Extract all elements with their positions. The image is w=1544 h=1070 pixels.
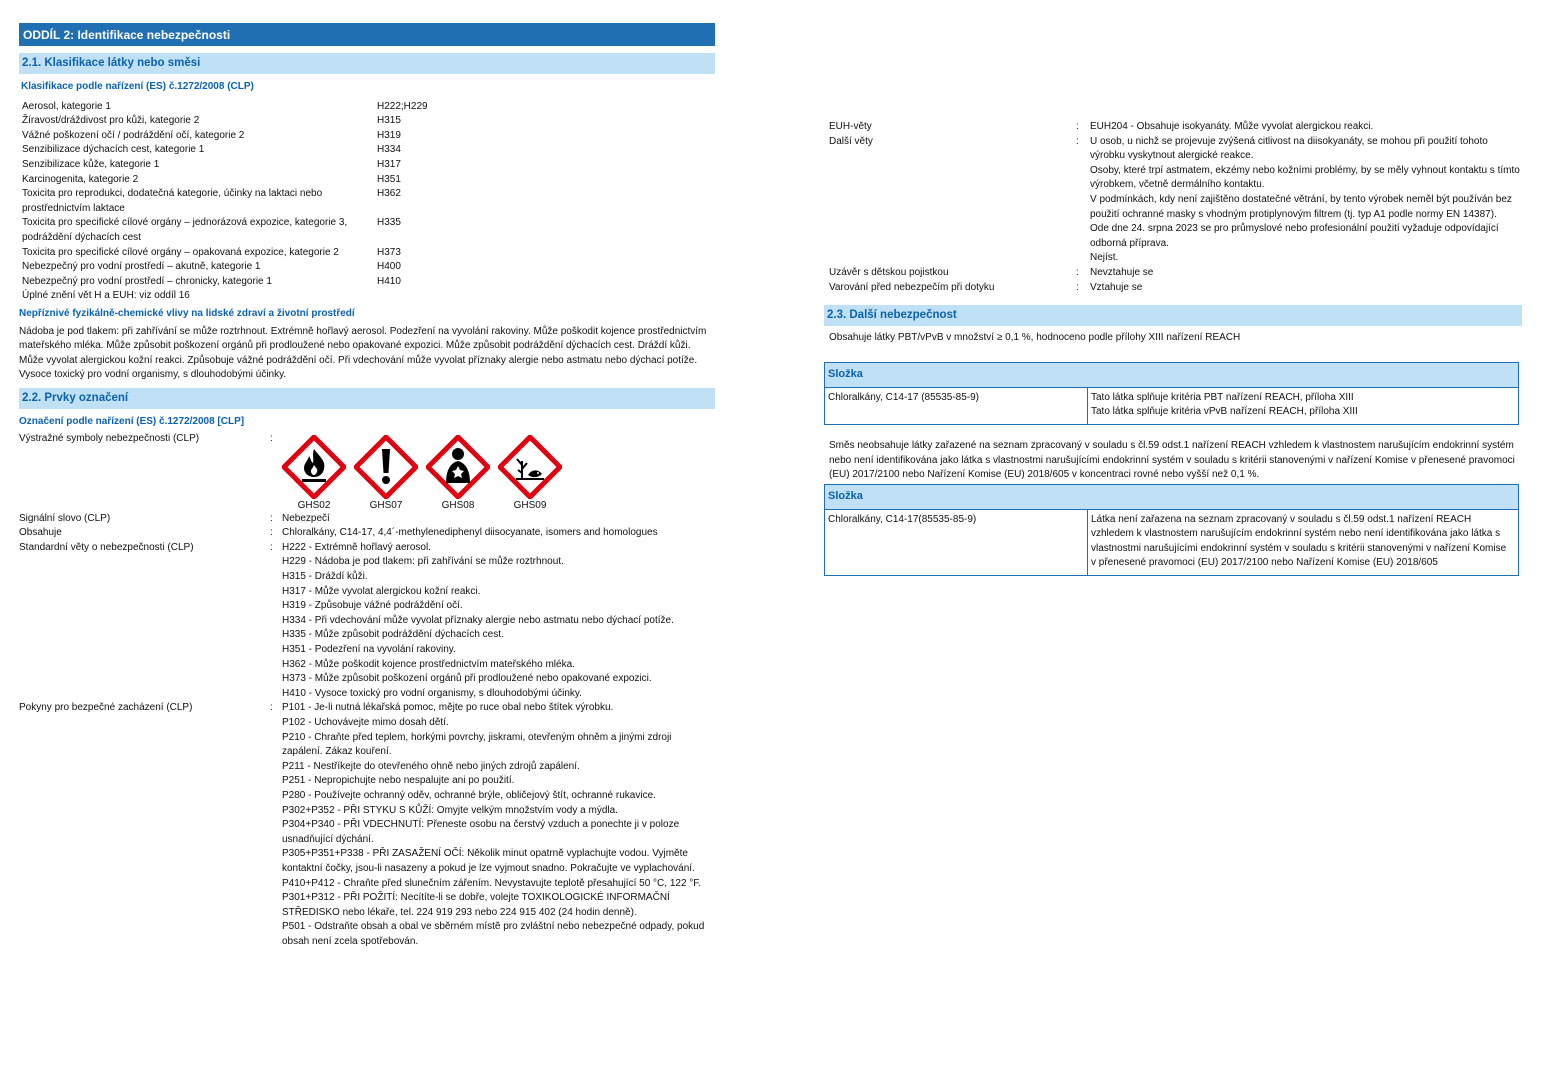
- hazard-code: H351: [377, 173, 401, 185]
- pictogram-ghs07: [354, 435, 418, 514]
- adverse-effects-text: Nádoba je pod tlakem: při zahřívání se může roztrhnout. Extrémně hořlavý aerosol. Podezření na vyvolání rakoviny. Může poškodit kojence prostřednictvím mateřského mléka. Může způsobit poškození orgánů při prodloužené nebo opakované expozici. Může způsobit podráždění dýchacích cest. Dráždí kůži. Může vyvolat alergickou kožní reakci. Způsobuje vážné podráždění očí. Při vdechování může vyvolat příznaky alergie nebo astmatu nebo dýchací potíže. Vysoce toxický pro vodní organismy, s dlouhodobými účinky.: [19, 325, 707, 381]
- pictograms-row: Výstražné symboly nebezpečnosti (CLP) :: [19, 432, 715, 447]
- hazard-class: Nebezpečný pro vodní prostředí – chronicky, kategorie 1: [22, 275, 272, 287]
- classification-row: [19, 143, 715, 158]
- classification-row: [19, 158, 715, 173]
- exclamation-icon: [354, 435, 418, 499]
- pictograms: [282, 435, 715, 514]
- other-phrases-row: Další věty : U osob, u nichž se projevuje zvýšená citlivost na diisokyanáty, se mohou při použití tohoto výrobku vyskytnout alergické reakce. Osoby, které trpí astmatem, ekzémy nebo kožními problémy, by se měly vyhnout kontaktu s tímto výrobkem, včetně dermálního kontaktu. V podmínkách, kdy není zajištěno dostatečné větrání, by tento výrobek neměl být používán bez použití ochranné masky s vhodným protiplynovým filtrem (tj. typ A1 podle normy EN 14387). Ode dne 24. srpna 2023 se pro průmyslové nebo profesionální použití vyžaduje odpovídající odborná příprava. Nejíst.: [824, 135, 1522, 266]
- labelling-heading: Označení podle nařízení (ES) č.1272/2008 [CLP]: [19, 415, 245, 427]
- precautionary-statement: P210 - Chraňte před teplem, horkými povrchy, jiskrami, otevřeným ohněm a jinými zdroji zapálení. Zákaz kouření.: [282, 731, 672, 758]
- hazard-code: H400: [377, 261, 401, 273]
- signal-word-value: Nebezpečí: [282, 512, 330, 524]
- hazard-statement: H229 - Nádoba je pod tlakem: při zahřívání se může roztrhnout.: [282, 556, 564, 568]
- classification-row: [19, 275, 715, 290]
- euh-label: EUH-věty: [829, 121, 872, 132]
- hazard-statement: H351 - Podezření na vyvolání rakoviny.: [282, 644, 456, 655]
- subsection-2-1-title: 2.1. Klasifikace látky nebo směsi: [19, 53, 715, 74]
- hazard-statement: H222 - Extrémně hořlavý aerosol.: [282, 541, 431, 553]
- classification-row: [19, 100, 715, 115]
- hazard-code: H222;H229: [377, 100, 428, 112]
- hazard-statement: H317 - Může vyvolat alergickou kožní reakci.: [282, 585, 481, 597]
- pictogram-ghs02: [282, 435, 346, 514]
- hazard-class: Toxicita pro specifické cílové orgány – opakovaná expozice, kategorie 2: [22, 246, 339, 258]
- other-phrase: Nejíst.: [1090, 252, 1119, 264]
- hazard-class: Toxicita pro reprodukci, dodatečná kategorie, účinky na laktaci nebo prostřednictvím laktace: [22, 188, 323, 214]
- clp-classification-heading: Klasifikace podle nařízení (ES) č.1272/2008 (CLP): [21, 81, 254, 92]
- classification-row: [19, 216, 715, 245]
- subsection-2-2-title: 2.2. Prvky označení: [19, 388, 715, 409]
- classification-table: [19, 100, 715, 290]
- precautionary-statement: P302+P352 - PŘI STYKU S KŮŽÍ: Omyjte velkým množstvím vody a mýdla.: [282, 804, 618, 816]
- contains-row: Obsahuje : Chloralkány, C14-17, 4,4´-methylenediphenyl diisocyanate, isomers and homologues: [19, 526, 715, 541]
- pictogram-code: GHS02: [297, 500, 331, 512]
- hazard-statements-list: [282, 541, 715, 702]
- pictogram-code: GHS09: [513, 500, 547, 512]
- pictogram-code: GHS08: [441, 500, 475, 512]
- precautionary-statement: P305+P351+P338 - PŘI ZASAŽENÍ OČÍ: Několik minut opatrně vyplachujte vodou. Vyjměte kontaktní čočky, jsou-li nasazeny a pokud je lze vyjmout snadno. Pokračujte ve vyplachování.: [282, 848, 695, 874]
- component-criteria: [1088, 387, 1519, 424]
- criteria-line: Tato látka splňuje kritéria PBT nařízení REACH, příloha XIII: [1091, 391, 1354, 403]
- hazard-statement: H319 - Způsobuje vážné podráždění očí.: [282, 600, 463, 612]
- hazard-statement: H334 - Při vdechování může vyvolat příznaky alergie nebo astmatu nebo dýchací potíže.: [282, 614, 674, 626]
- hazard-class: Karcinogenita, kategorie 2: [22, 173, 139, 185]
- subsection-2-3-title: 2.3. Další nebezpečnost: [824, 305, 1522, 326]
- hazard-class: Toxicita pro specifické cílové orgány – jednorázová expozice, kategorie 3, podráždění dýchacích cest: [22, 217, 348, 243]
- other-phrase: U osob, u nichž se projevuje zvýšená citlivost na diisokyanáty, se mohou při použití tohoto výrobku vyskytnout alergické reakce.: [1090, 135, 1488, 162]
- hazard-class: Senzibilizace dýchacích cest, kategorie 1: [22, 144, 205, 156]
- classification-row: [19, 129, 715, 144]
- contains-value: Chloralkány, C14-17, 4,4´-methylenediphenyl diisocyanate, isomers and homologues: [282, 527, 658, 539]
- classification-row: [19, 114, 715, 129]
- health-hazard-icon: [426, 435, 490, 499]
- precautionary-statement: P102 - Uchovávejte mimo dosah dětí.: [282, 716, 449, 728]
- signal-word-label: Signální slovo (CLP): [19, 512, 111, 524]
- hazard-code: H362: [377, 188, 401, 200]
- component-table-header: Složka: [825, 362, 1519, 387]
- precautionary-statements-row: Pokyny pro bezpečné zacházení (CLP) : P101 - Je-li nutná lékařská pomoc, mějte po ruce obal nebo štítek výrobku. P102 - Uchovávejte mimo dosah dětí. P210 - Chraňte před teplem, horkými povrchy, jiskrami, otevřeným ohněm a jinými zdroji zapálení. Zákaz kouření. P211 - Nestříkejte do otevřeného ohně nebo jiných zdrojů zapálení. P251 - Nepropichujte nebo nespalujte ani po použití. P280 - Používejte ochranný oděv, ochranné brýle, obličejový štít, ochranné rukavice. P302+P352 - PŘI STYKU S KŮŽÍ: Omyjte velkým množstvím vody a mýdla. P304+P340 - PŘI VDECHNUTÍ: Přeneste osobu na čerstvý vzduch a ponechte ji v poloze usnadňující dýchání. P305+P351+P338 - PŘI ZASAŽENÍ OČÍ: Několik minut opatrně vyplachujte vodou. Vyjměte kontaktní čočky, jsou-li nasazeny a pokud je lze vyjmout snadno. Pokračujte ve vyplachování. P410+P412 - Chraňte před slunečním zářením. Nevystavujte teplotě přesahující 50 °C, 122 °F. P301+P312 - PŘI POŽITÍ: Necítíte-li se dobře, volejte TOXIKOLOGICKÉ INFORMAČNÍ STŘEDISKO nebo lékaře, tel. 224 919 293 nebo 224 915 402 (24 hodin denně). P501 - Odstraňte obsah a obal ve sběrném místě pro zvláštní nebo nebezpečné odpady, pokud obsah není zcela spotřebován.: [19, 701, 715, 949]
- pictogram-ghs09: [498, 435, 562, 514]
- precautionary-statement: P251 - Nepropichujte nebo nespalujte ani po použití.: [282, 775, 515, 787]
- hazard-statements-row: Standardní věty o nebezpečnosti (CLP) : H222 - Extrémně hořlavý aerosol. H229 - Nádoba je pod tlakem: při zahřívání se může roztrhnout. H315 - Dráždí kůži. H317 - Může vyvolat alergickou kožní reakci. H319 - Způsobuje vážné podráždění očí. H334 - Při vdechování může vyvolat příznaky alergie nebo astmatu nebo dýchací potíže. H335 - Může způsobit podráždění dýchacích cest. H351 - Podezření na vyvolání rakoviny. H362 - Může poškodit kojence prostřednictvím mateřského mléka. H373 - Může způsobit poškození orgánů při prodloužené nebo opakované expozici. H410 - Vysoce toxický pro vodní organismy, s dlouhodobými účinky.: [19, 541, 715, 702]
- precautionary-statement: P304+P340 - PŘI VDECHNUTÍ: Přeneste osobu na čerstvý vzduch a ponechte ji v poloze usnadňující dýchání.: [282, 819, 680, 845]
- hazard-statements-label: Standardní věty o nebezpečnosti (CLP): [19, 541, 194, 553]
- precautionary-statements-list: [282, 701, 715, 949]
- hazard-code: H317: [377, 158, 401, 170]
- contains-label: Obsahuje: [19, 527, 62, 539]
- adverse-effects-heading: Nepříznivé fyzikálně-chemické vlivy na lidské zdraví a životní prostředí: [19, 307, 355, 319]
- precautionary-statement: P301+P312 - PŘI POŽITÍ: Necítíte-li se dobře, volejte TOXIKOLOGICKÉ INFORMAČNÍ STŘEDISKO nebo lékaře, tel. 224 919 293 nebo 224 915 402 (24 hodin denně).: [282, 892, 670, 918]
- endocrine-text: Směs neobsahuje látky zařazené na seznam zpracovaný v souladu s čl.59 odst.1 nařízení REACH vzhledem k vlastnostem narušujícím endokrinní systém nebo není identifikována jako látka s vlastnostmi narušujícími endokrinní systém v souladu s kritérii stanovenými v nařízení Komise v přenesené pravomoci (EU) 2017/2100 nebo Nařízení Komise (EU) 2018/605 v koncentraci rovné nebo vyšší než 0,1 %.: [829, 439, 1515, 481]
- full-text-note: Úplné znění vět H a EUH: viz oddíl 16: [22, 290, 190, 302]
- hazard-statement: H410 - Vysoce toxický pro vodní organismy, s dlouhodobými účinky.: [282, 687, 582, 699]
- pictogram-ghs08: [426, 435, 490, 514]
- hazard-statement: H315 - Dráždí kůži.: [282, 571, 368, 583]
- hazard-class: Vážné poškození očí / podráždění očí, kategorie 2: [22, 129, 245, 141]
- hazard-class: Žíravost/dráždivost pro kůži, kategorie 2: [22, 115, 200, 127]
- other-phrase: Ode dne 24. srpna 2023 se pro průmyslové nebo profesionální použití vyžaduje odpovídající odborná příprava.: [1090, 223, 1499, 249]
- tactile-warning-value: Vztahuje se: [1090, 281, 1143, 293]
- precautionary-statement: P101 - Je-li nutná lékařská pomoc, mějte po ruce obal nebo štítek výrobku.: [282, 702, 614, 714]
- component-name: Chloralkány, C14-17 (85535-85-9): [825, 387, 1088, 424]
- criteria-line: Tato látka splňuje kritéria vPvB nařízení REACH, příloha XIII: [1091, 406, 1358, 418]
- child-closure-row: Uzávěr s dětskou pojistkou : Nevztahuje se: [824, 266, 1522, 281]
- hazard-code: H410: [377, 275, 401, 287]
- euh-value: EUH204 - Obsahuje isokyanáty. Může vyvolat alergickou reakci.: [1090, 121, 1374, 132]
- hazard-statement: H335 - Může způsobit podráždění dýchacích cest.: [282, 629, 504, 641]
- component-name: Chloralkány, C14-17(85535-85-9): [825, 509, 1088, 575]
- hazard-code: H373: [377, 246, 401, 258]
- precautionary-statement: P211 - Nestříkejte do otevřeného ohně nebo jiných zdrojů zapálení.: [282, 760, 580, 772]
- component-endocrine-text: Látka není zařazena na seznam zpracovaný v souladu s čl.59 odst.1 nařízení REACH vzhledem k vlastnostem narušujícím endokrinní systém nebo není identifikována jako látka s vlastnostmi narušujícími endokrinní systém v souladu s kritérii stanovenými v nařízení Komise v přenesené pravomoci (EU) 2017/2100 nebo Nařízení Komise (EU) 2018/605: [1091, 513, 1507, 569]
- pictograms-label: Výstražné symboly nebezpečnosti (CLP): [19, 433, 200, 445]
- hazard-statement: H373 - Může způsobit poškození orgánů při prodloužené nebo opakované expozici.: [282, 673, 652, 685]
- classification-row: [19, 173, 715, 188]
- classification-row: [19, 187, 715, 216]
- tactile-warning-label: Varování před nebezpečím při dotyku: [829, 281, 995, 293]
- precautionary-statements-label: Pokyny pro bezpečné zacházení (CLP): [19, 702, 193, 714]
- flame-icon: [282, 435, 346, 499]
- pbt-text: Obsahuje látky PBT/vPvB v množství ≥ 0,1 %, hodnoceno podle přílohy XIII nařízení REACH: [829, 332, 1241, 344]
- other-phrase: Osoby, které trpí astmatem, ekzémy nebo kožními problémy, by se měly vyhnout kontaktu s tímto výrobkem, včetně dermálního kontaktu.: [1090, 164, 1520, 191]
- hazard-code: H319: [377, 129, 401, 141]
- other-phrases-list: [1090, 135, 1522, 266]
- hazard-code: H335: [377, 217, 401, 229]
- environment-icon: [498, 435, 562, 499]
- pictogram-code: GHS07: [369, 500, 403, 512]
- precautionary-statement: P280 - Používejte ochranný oděv, ochranné brýle, obličejový štít, ochranné rukavice.: [282, 789, 656, 801]
- other-phrase: V podmínkách, kdy není zajištěno dostatečné větrání, by tento výrobek neměl být používán bez použití ochranné masky s vhodným protiplynovým filtrem (tj. typ A1 podle normy EN 14387).: [1090, 193, 1512, 220]
- hazard-class: Aerosol, kategorie 1: [22, 100, 111, 112]
- right-column: [824, 120, 1522, 576]
- precautionary-statement: P501 - Odstraňte obsah a obal ve sběrném místě pro zvláštní nebo nebezpečné odpady, pokud obsah není zcela spotřebován.: [282, 921, 705, 947]
- classification-row: [19, 260, 715, 275]
- hazard-class: Senzibilizace kůže, kategorie 1: [22, 158, 160, 170]
- component-table-pbt: [824, 362, 1519, 425]
- precautionary-statement: P410+P412 - Chraňte před slunečním zářením. Nevystavujte teplotě přesahující 50 °C, 122 °F.: [282, 877, 702, 889]
- component-table-endocrine: [824, 484, 1519, 576]
- hazard-code: H315: [377, 115, 401, 127]
- child-closure-value: Nevztahuje se: [1090, 266, 1154, 278]
- signal-word-row: Signální slovo (CLP) : Nebezpečí: [19, 512, 715, 527]
- tactile-warning-row: Varování před nebezpečím při dotyku : Vztahuje se: [824, 281, 1522, 296]
- section-title: ODDÍL 2: Identifikace nebezpečnosti: [19, 23, 715, 46]
- child-closure-label: Uzávěr s dětskou pojistkou: [829, 266, 949, 278]
- hazard-statement: H362 - Může poškodit kojence prostřednictvím mateřského mléka.: [282, 658, 575, 670]
- hazard-code: H334: [377, 144, 401, 156]
- euh-row: EUH-věty : EUH204 - Obsahuje isokyanáty. Může vyvolat alergickou reakci.: [824, 120, 1522, 135]
- component-table-header: Složka: [825, 484, 1519, 509]
- classification-row: [19, 246, 715, 261]
- hazard-class: Nebezpečný pro vodní prostředí – akutně, kategorie 1: [22, 261, 261, 273]
- other-phrases-label: Další věty: [829, 135, 873, 147]
- left-column: [19, 23, 715, 949]
